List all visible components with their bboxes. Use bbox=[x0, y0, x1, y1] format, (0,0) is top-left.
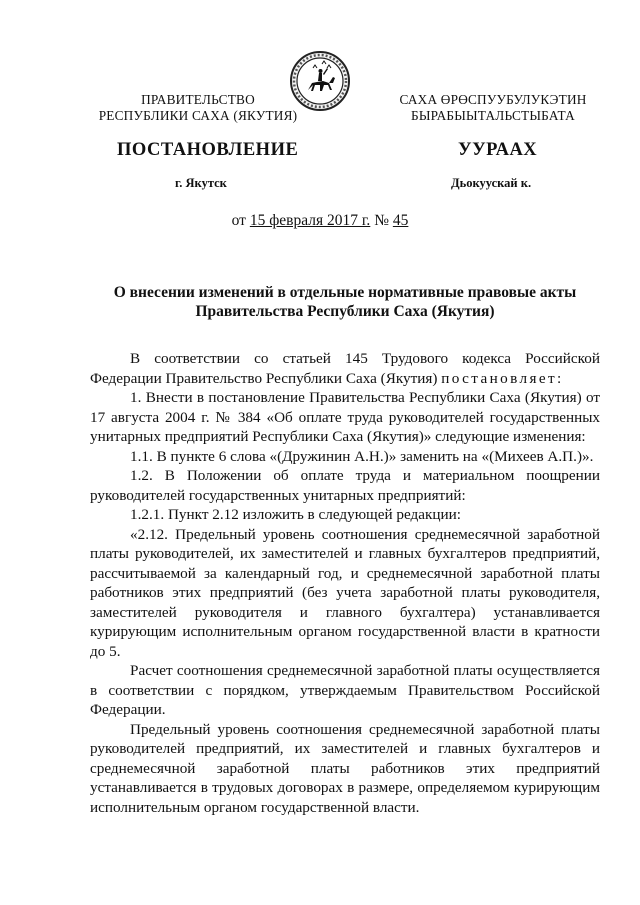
government-name-line: САХА ӨРӨСПУУБУЛУКЭТИН bbox=[399, 92, 587, 107]
document-body bbox=[90, 349, 600, 817]
paragraph: 1.2. В Положении об оплате труда и материальном поощрении руководителей государственных унитарных предприятий: bbox=[90, 467, 600, 504]
city-yakut: Дьокуускай к. bbox=[451, 176, 532, 190]
document-type-russian: ПОСТАНОВЛЕНИЕ bbox=[117, 140, 299, 160]
paragraph: Расчет соотношения среднемесячной заработной платы осуществляется в соответствии с порядком, утверждаемым Правительством Российской Федерации. bbox=[90, 662, 600, 718]
date-prefix: от bbox=[231, 212, 250, 229]
paragraph: 1. Внести в постановление Правительства Республики Саха (Якутия) от 17 августа 2004 г. № 384 «Об оплате труда руководителей государственных унитарных предприятий Республики Саха (Якутия)» следующие изменения: bbox=[90, 389, 600, 445]
document-date-number bbox=[0, 212, 640, 230]
paragraph: 1.2.1. Пункт 2.12 изложить в следующей редакции: bbox=[130, 506, 461, 523]
city-russian: г. Якутск bbox=[175, 176, 227, 190]
paragraph: «2.12. Предельный уровень соотношения среднемесячной заработной платы руководителей, их заместителей и главных бухгалтеров предприятий, рассчитываемой за календарный год, и среднемесячной заработной платы работников этих предприятий (без учета заработной платы руководителя, заместителей руководителя и главного бухгалтера) устанавливается курирующим исполнительным органом государственной власти в кратности до 5. bbox=[90, 525, 600, 660]
government-name-russian bbox=[93, 92, 303, 124]
document-number: 45 bbox=[392, 212, 409, 229]
number-label: № bbox=[370, 212, 393, 229]
government-name-line: БЫРАБЫЫТАЛЬСТЫБАТА bbox=[411, 108, 575, 123]
document-title bbox=[90, 283, 600, 321]
government-name-line: РЕСПУБЛИКИ САХА (ЯКУТИЯ) bbox=[98, 108, 298, 123]
document-type-yakut: УУРААХ bbox=[458, 140, 538, 160]
resolves-word: постановляет: bbox=[441, 369, 564, 387]
government-name-yakut bbox=[385, 92, 601, 124]
paragraph: 1.1. В пункте 6 слова «(Дружинин А.Н.)» заменить на «(Михеев А.П.)». bbox=[130, 447, 594, 465]
government-name-line: ПРАВИТЕЛЬСТВО bbox=[141, 92, 255, 107]
paragraph-text: В соответствии со статьей 145 Трудового кодекса Российской Федерации Правительство Республики Саха (Якутия) bbox=[90, 350, 600, 387]
document-date: 15 февраля 2017 г. bbox=[249, 212, 371, 229]
paragraph bbox=[90, 349, 600, 388]
document-title-line: О внесении изменений в отдельные нормативные правовые акты bbox=[113, 284, 577, 301]
document-title-line: Правительства Республики Саха (Якутия) bbox=[195, 303, 495, 320]
paragraph: Предельный уровень соотношения среднемесячной заработной платы руководителей предприятий, их заместителей и главных бухгалтеров и среднемесячной заработной платы работников этих предприятий устанавливается в трудовых договорах в размере, определяемом курирующим исполнительным органом государственной власти. bbox=[90, 720, 600, 816]
